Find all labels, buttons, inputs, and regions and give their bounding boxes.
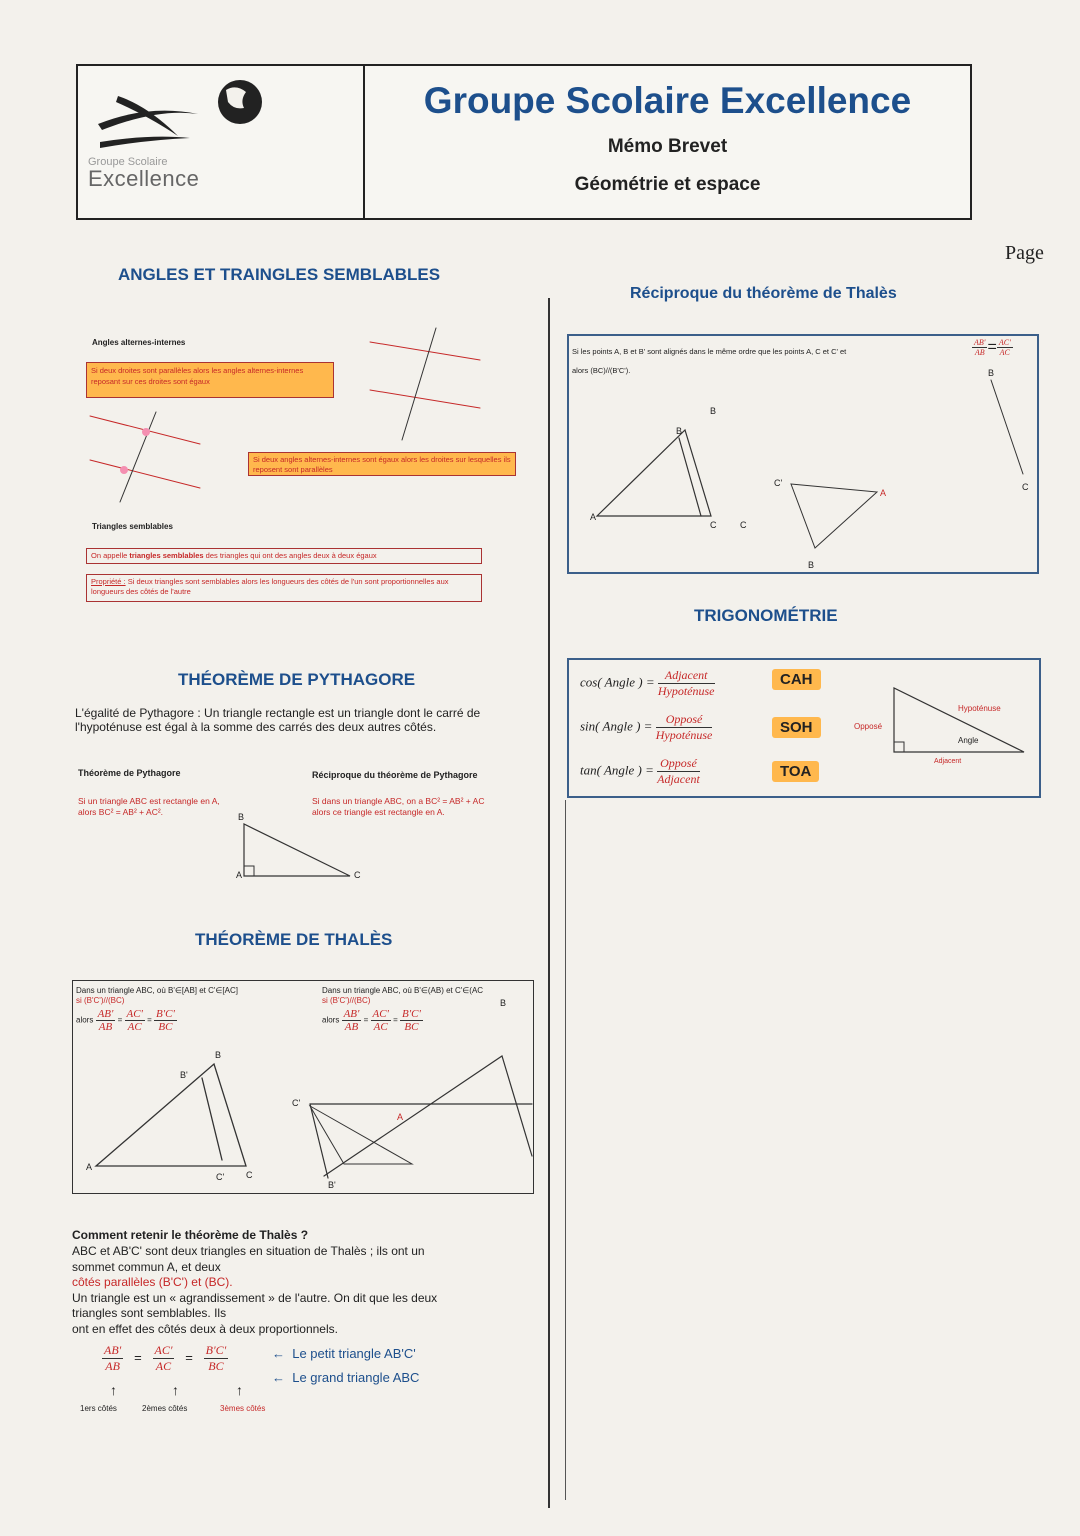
- caption-1: 1ers côtés: [80, 1404, 117, 1413]
- alt-rule-1: Si deux droites sont parallèles alors les angles alternes-internes reposant sur ces droites sont égaux: [86, 362, 334, 398]
- reciprocal-figures: [567, 334, 1039, 574]
- column-divider: [548, 298, 550, 1508]
- toa-badge: TOA: [772, 761, 819, 782]
- page-topic: Géométrie et espace: [574, 174, 761, 195]
- thales-label-b1: B: [215, 1050, 222, 1060]
- reciprocal-text2: alors (BC)//(B'C').: [572, 366, 631, 375]
- pythagore-theorem-text1: Si un triangle ABC est rectangle en A,: [78, 796, 220, 806]
- thales-label-c1: C: [246, 1170, 253, 1180]
- alt-angles-title: Angles alternes-internes: [92, 338, 186, 347]
- pyth-label-c: C: [354, 870, 361, 880]
- rec-label-c2: C: [740, 520, 747, 530]
- reciprocal-text1: Si les points A, B et B' sont alignés dans le même ordre que les points A, C et C' et: [572, 347, 847, 356]
- big-triangle-label: Le grand triangle ABC: [292, 1370, 420, 1385]
- pyth-label-a: A: [236, 870, 243, 880]
- ratio-2: $\frac{AC'}{AC}$: [154, 1343, 173, 1373]
- rec-label-cp: C': [774, 478, 783, 488]
- tan-fraction: $\frac{\text{Opposé}}{\text{Adjacent}}$: [657, 756, 700, 786]
- remember-line-6: ont en effet des côtés deux à deux proportionnels.: [72, 1321, 338, 1336]
- similar-def-rest: des triangles qui ont des angles deux à deux égaux: [205, 551, 377, 560]
- similar-def-prefix: On appelle: [91, 551, 128, 560]
- cos-formula: [580, 668, 715, 699]
- thales-remember-title: Comment retenir le théorème de Thalès ?: [72, 1228, 309, 1242]
- rec-label-b2: B: [676, 426, 683, 436]
- fraction-ac-2: $\frac{AC'}{AC}$: [372, 1008, 389, 1033]
- thales-alors-1: alors: [76, 1015, 94, 1025]
- thales-case2-line1: Dans un triangle ABC, où B'∈(AB) et C'∈(AC: [322, 986, 484, 995]
- trigo-hyp-label: Hypoténuse: [958, 704, 1001, 713]
- rec-label-b: B: [710, 406, 717, 416]
- similar-definition: [86, 548, 482, 564]
- cah-badge: CAH: [772, 669, 821, 690]
- fraction-bc-2: $\frac{B'C'}{BC}$: [402, 1008, 421, 1033]
- rec-label-b3: B: [808, 560, 815, 570]
- fraction-ab: $\frac{AB'}{AB}$: [97, 1008, 114, 1033]
- cos-fraction: $\frac{\text{Adjacent}}{\text{Hypoténuse}}$: [657, 668, 715, 698]
- big-triangle-note: ← Le grand triangle ABC: [272, 1370, 420, 1385]
- pyth-label-b: B: [238, 812, 245, 822]
- reciprocal-thales-heading: Réciproque du théorème de Thalès: [630, 285, 897, 302]
- remember-line-4: Un triangle est un « agrandissement » de l'autre. On dit que les deux: [72, 1290, 438, 1305]
- arrow-up-icon-1: ↑: [110, 1382, 117, 1398]
- angles-heading: ANGLES ET TRAINGLES SEMBLABLES: [118, 265, 441, 284]
- pythagore-theorem-text2: alors BC² = AB² + AC².: [78, 807, 164, 817]
- fraction-ab-2: $\frac{AB'}{AB}$: [343, 1008, 360, 1033]
- pythagore-reciprocal-text2: alors ce triangle est rectangle en A.: [312, 807, 445, 817]
- pythagore-intro: L'égalité de Pythagore : Un triangle rectangle est un triangle dont le carré de l'hypoténuse est égal à la somme des carrés des deux autres côtés.: [75, 706, 481, 734]
- rec-frac-1: $\frac{AB'}{AB}$: [974, 338, 986, 357]
- pythagore-triangle: [230, 812, 370, 882]
- similar-prop-prefix: Propriété :: [91, 577, 126, 586]
- thales-label-a1: A: [86, 1162, 93, 1172]
- thales-figures: [72, 1040, 534, 1190]
- remember-line-5: triangles sont semblables. Ils: [72, 1306, 227, 1320]
- logo: [78, 66, 365, 218]
- rec-label-a2: A: [880, 488, 887, 498]
- thales-case2-formula: alors $\frac{AB'}{AB}$ = $\frac{AC'}{AC}$ = $\frac{B'C'}{BC}$: [322, 1008, 421, 1033]
- tan-formula: [580, 756, 700, 787]
- pythagore-heading: THÉORÈME DE PYTHAGORE: [178, 670, 416, 689]
- similar-prop-text: Si deux triangles sont semblables alors les longueurs des côtés de l'un sont proportionnelles aux longueurs des côtés de l'autre: [91, 577, 449, 596]
- remember-line-1: ABC et AB'C' sont deux triangles en situation de Thalès ; ils ont un: [72, 1244, 425, 1258]
- fraction-bc: $\frac{B'C'}{BC}$: [156, 1008, 175, 1033]
- rec-label-a: A: [590, 512, 597, 522]
- trigo-triangle: [880, 680, 1030, 760]
- thales-heading: THÉORÈME DE THALÈS: [195, 930, 393, 949]
- small-triangle-label: Le petit triangle AB'C': [292, 1346, 416, 1361]
- thales-case2-line2: si (B'C')//(BC): [322, 996, 371, 1005]
- thales-label-cp1: C': [216, 1172, 225, 1182]
- arrow-up-icon-3: ↑: [236, 1382, 243, 1398]
- pythagore-reciprocal-text1: Si dans un triangle ABC, on a BC² = AB² + AC: [312, 796, 485, 806]
- rec-label-b4: B: [988, 368, 995, 378]
- trigo-angle-label: Angle: [958, 736, 979, 745]
- sin-formula: [580, 712, 712, 743]
- header-titles: [365, 66, 970, 218]
- caption-2: 2èmes côtés: [142, 1404, 188, 1413]
- cos-label: cos( Angle ) =: [580, 674, 655, 690]
- thales-case1-formula: alors $\frac{AB'}{AB}$ = $\frac{AC'}{AC}$ = $\frac{B'C'}{BC}$: [76, 1008, 175, 1033]
- thales-remember-text: [72, 1244, 437, 1337]
- rec-label-c3: C: [1022, 482, 1029, 492]
- ratio-1: $\frac{AB'}{AB}$: [104, 1343, 122, 1373]
- pythagore-reciprocal-title: Réciproque du théorème de Pythagore: [312, 770, 478, 780]
- rec-frac-2: $\frac{AC'}{AC}$: [998, 338, 1011, 357]
- sin-label: sin( Angle ) =: [580, 718, 653, 734]
- thales-case1-line2: si (B'C')//(BC): [76, 996, 125, 1005]
- small-triangle-note: ← Le petit triangle AB'C': [272, 1346, 416, 1361]
- fraction-ac: $\frac{AC'}{AC}$: [126, 1008, 143, 1033]
- logo-big-text: Excellence: [88, 166, 200, 191]
- remember-line-2: sommet commun A, et deux: [72, 1259, 221, 1274]
- logo-graphic: [78, 66, 363, 218]
- page-label: Page: [1005, 242, 1044, 264]
- thales-case1-line1: Dans un triangle ABC, où B'∈[AB] et C'∈[AC]: [76, 986, 238, 995]
- page-subtitle: Mémo Brevet: [607, 136, 728, 157]
- page-title: Groupe Scolaire Excellence: [423, 80, 912, 121]
- thales-label-bp1: B': [180, 1070, 188, 1080]
- thales-ratio-line: $\frac{AB'}{AB}$ = $\frac{AC'}{AC}$ = $\frac{B'C'}{BC}$: [104, 1343, 227, 1373]
- similar-property: [86, 574, 482, 602]
- rec-label-c1: C: [710, 520, 717, 530]
- thales-label-bp2: B': [328, 1180, 336, 1190]
- ratio-3: $\frac{B'C'}{BC}$: [205, 1343, 227, 1373]
- arrow-up-icon-2: ↑: [172, 1382, 179, 1398]
- trigo-heading: TRIGONOMÉTRIE: [694, 606, 838, 625]
- caption-3: 3èmes côtés: [220, 1404, 266, 1413]
- similar-def-bold: triangles semblables: [129, 551, 204, 560]
- alt-angles-figures: [80, 320, 510, 520]
- header-box: [76, 64, 972, 220]
- pythagore-theorem-title: Théorème de Pythagore: [78, 768, 181, 778]
- column-divider-2: [565, 800, 566, 1500]
- thales-label-cp2: C': [292, 1098, 301, 1108]
- remember-line-3: côtés parallèles (B'C') et (BC).: [72, 1275, 233, 1289]
- thales-alors-2: alors: [322, 1015, 340, 1025]
- thales-label-b2: B: [500, 998, 507, 1008]
- tan-label: tan( Angle ) =: [580, 762, 654, 778]
- similar-triangles-title: Triangles semblables: [92, 522, 173, 531]
- soh-badge: SOH: [772, 717, 821, 738]
- trigo-adj-label: Adjacent: [934, 758, 962, 765]
- sin-fraction: $\frac{\text{Opposé}}{\text{Hypoténuse}}$: [655, 712, 713, 742]
- reciprocal-fraction: $\frac{AB'}{AB}$ = $\frac{AC'}{AC}$: [974, 338, 1011, 357]
- logo-small-text: Groupe Scolaire: [88, 156, 168, 168]
- alt-rule-2: Si deux angles alternes-internes sont égaux alors les droites sur lesquelles ils reposent sont parallèles: [248, 452, 516, 476]
- trigo-opp-label: Opposé: [854, 722, 883, 731]
- thales-label-a2: A: [397, 1112, 404, 1122]
